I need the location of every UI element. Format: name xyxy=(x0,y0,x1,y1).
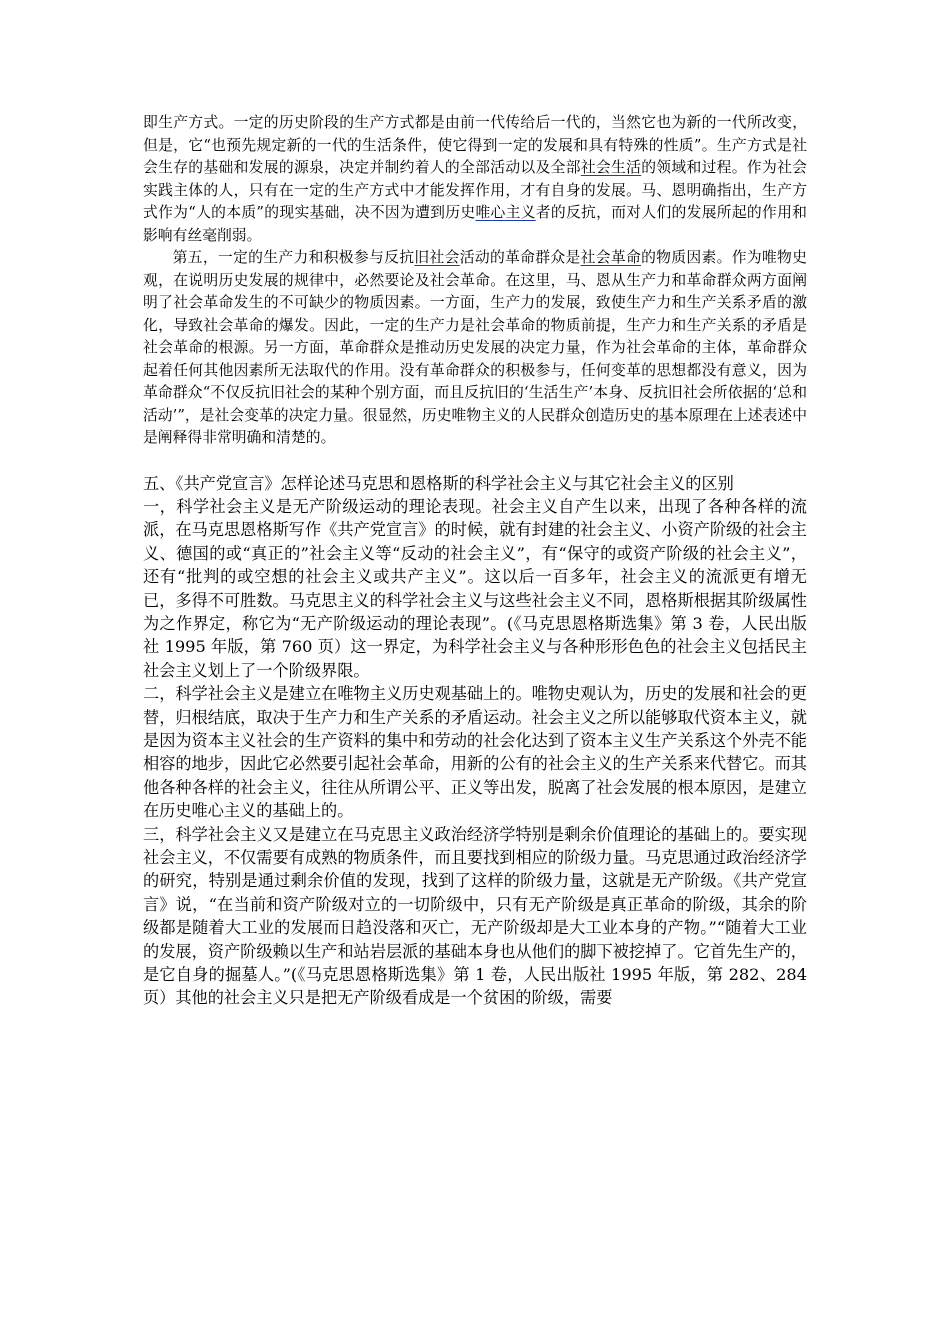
link-social-life[interactable]: 社会生活 xyxy=(580,159,642,176)
paragraph-point-two: 二，科学社会主义是建立在唯物主义历史观基础上的。唯物史观认为，历史的发展和社会的更替，归根结底，取决于生产力和生产关系的矛盾运动。社会主义之所以能够取代资本主义，就是因为资本主义社会的生产资料的集中和劳动的社会化达到了资本主义生产关系这个外壳不能相容的地步，因此它必然要引起社会革命，用新的公有的社会主义的生产关系来代替它。而其他各种各样的社会主义，往往从所谓公平、正义等出发，脱离了社会发展的根本原因，是建立在历史唯心主义的基础上的。 xyxy=(143,684,807,821)
section-five xyxy=(143,472,807,1010)
document-page xyxy=(143,112,807,1010)
link-old-society[interactable]: 旧社会 xyxy=(414,249,460,266)
link-social-revolution[interactable]: 社会革命 xyxy=(580,249,642,266)
section-gap xyxy=(143,450,807,472)
section-heading: 五、《共产党宣言》怎样论述马克思和恩格斯的科学社会主义与其它社会主义的区别 xyxy=(143,473,734,493)
paragraph-point-three: 三，科学社会主义又是建立在马克思主义政治经济学特别是剩余价值理论的基础上的。要实现社会主义，不仅需要有成熟的物质条件，而且要找到相应的阶级力量。马克思通过政治经济学的研究，特别是通过剩余价值的发现，找到了这样的阶级力量，这就是无产阶级。《共产党宣言》说，“在当前和资产阶级对立的一切阶级中，只有无产阶级是真正革命的阶级，其余的阶级都是随着大工业的发展而日趋没落和灭亡，无产阶级却是大工业本身的产物。”“随着大工业的发展，资产阶级赖以生产和站岩层派的基础本身也从他们的脚下被挖掉了。它首先生产的，是它自身的掘墓人。”(《马克思恩格斯选集》第 1 卷，人民出版社 1995 年版，第 282、284 页）其他的社会主义只是把无产阶级看成是一个贫困的阶级，需要 xyxy=(143,824,807,1008)
paragraph-point-one: 一，科学社会主义是无产阶级运动的理论表现。社会主义自产生以来，出现了各种各样的流派，在马克思恩格斯写作《共产党宣言》的时候，就有封建的社会主义、小资产阶级的社会主义、德国的或“真正的”社会主义等“反动的社会主义”，有“保守的或资产阶级的社会主义”，还有“批判的或空想的社会主义或共产主义”。这以后一百多年，社会主义的流派更有增无已，多得不可胜数。马克思主义的科学社会主义与这些社会主义不同，恩格斯根据其阶级属性为之作界定，称它为“无产阶级运动的理论表现”。(《马克思恩格斯选集》第 3 卷，人民出版社 1995 年版，第 760 页）这一界定，为科学社会主义与各种形形色色的社会主义包括民主社会主义划上了一个阶级界限。 xyxy=(143,496,807,680)
paragraph-fifth-point: 第五，一定的生产力和积极参与反抗旧社会活动的革命群众是社会革命的物质因素。作为唯物史观，在说明历史发展的规律中，必然要论及社会革命。在这里，马、恩从生产力和革命群众两方面阐明了社会革命发生的不可缺少的物质因素。一方面，生产力的发展，致使生产力和生产关系矛盾的激化，导致社会革命的爆发。因此，一定的生产力是社会革命的物质前提，生产力和生产关系的矛盾是社会革命的根源。另一方面，革命群众是推动历史发展的决定力量，作为社会革命的主体，革命群众起着任何其他因素所无法取代的作用。没有革命群众的积极参与，任何变革的思想都没有意义，因为革命群众“不仅反抗旧社会的某种个别方面，而且反抗旧的‘生活生产’本身、反抗旧社会所依据的‘总和活动’”，是社会变革的决定力量。很显然，历史唯物主义的人民群众创造历史的基本原理在上述表述中是阐释得非常明确和清楚的。 xyxy=(143,249,807,446)
link-idealism[interactable]: 唯心主义 xyxy=(475,204,536,221)
paragraph-production-mode: 即生产方式。一定的历史阶段的生产方式都是由前一代传给后一代的，当然它也为新的一代所改变，但是，它“也预先规定新的一代的生活条件，使它得到一定的发展和具有特殊的性质”。生产方式是社会生存的基础和发展的源泉，决定并制约着人的全部活动以及全部社会生活的领域和过程。作为社会实践主体的人，只有在一定的生产方式中才能发挥作用，才有自身的发展。马、恩明确指出，生产方式作为“人的本质”的现实基础，决不因为遭到历史唯心主义者的反抗，而对人们的发展所起的作用和影响有丝毫削弱。 xyxy=(143,114,807,244)
